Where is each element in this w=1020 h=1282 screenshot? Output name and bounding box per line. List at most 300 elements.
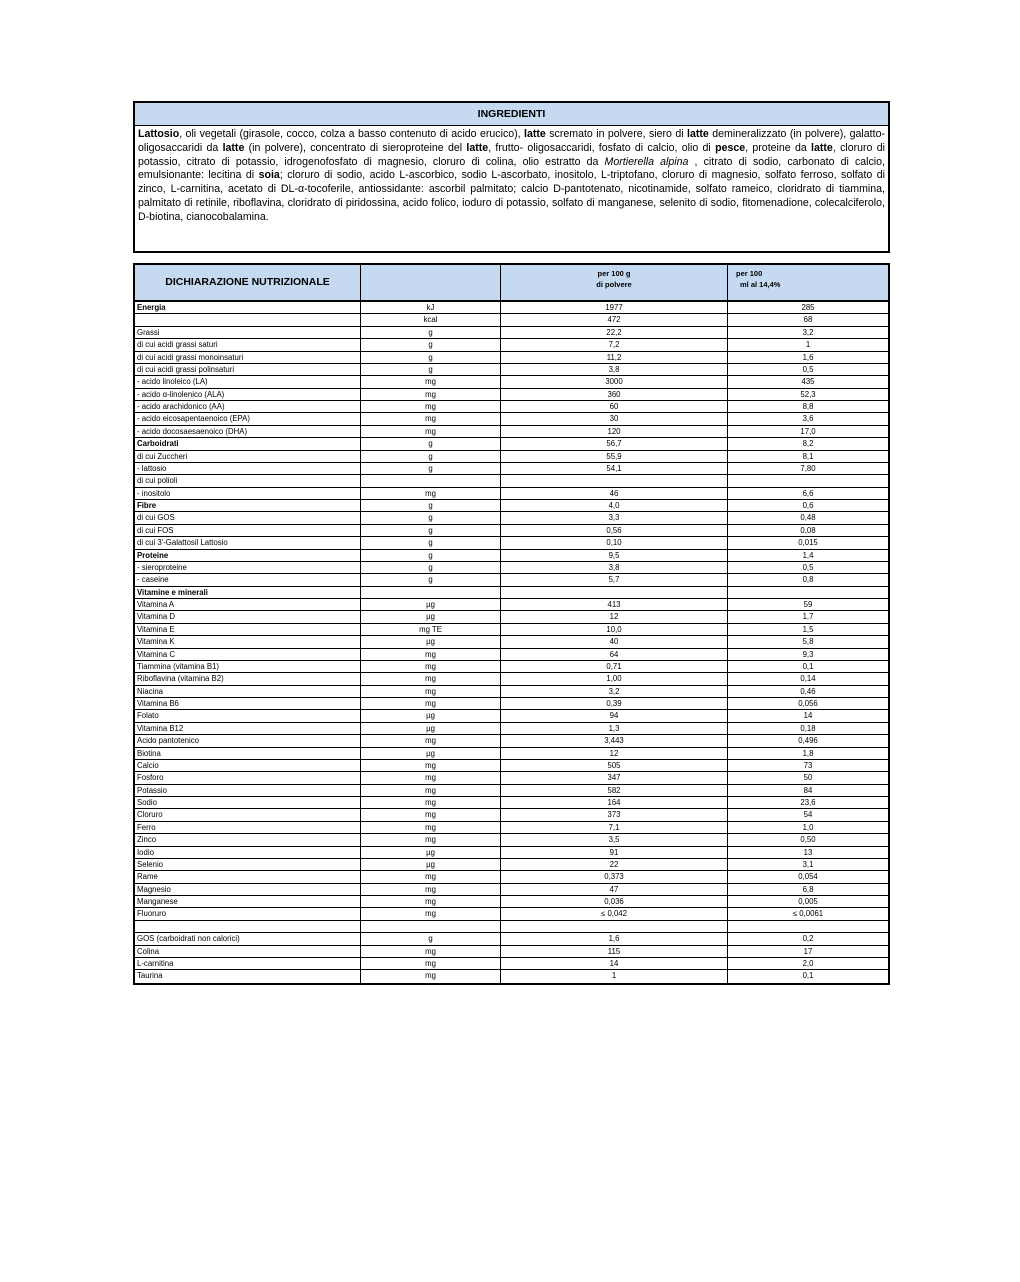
per-100g-value: 3,5 xyxy=(501,834,728,845)
unit-cell: mg xyxy=(361,649,501,660)
nutrient-name: Potassio xyxy=(135,785,361,796)
per-100g-value: 0,036 xyxy=(501,896,728,907)
per-100ml-value: 0,5 xyxy=(802,562,814,572)
nutrition-table xyxy=(133,263,890,985)
table-row xyxy=(135,822,888,834)
table-row xyxy=(135,611,888,623)
nutrient-name: Rame xyxy=(135,871,361,882)
per-100g-value: 0,373 xyxy=(501,871,728,882)
per-100g-value: 1977 xyxy=(501,302,728,313)
nutrient-name: Vitamina D xyxy=(135,611,361,622)
table-row xyxy=(135,574,888,586)
nutrient-name: Biotina xyxy=(135,748,361,759)
unit-cell: mg xyxy=(361,389,501,400)
unit-cell: g xyxy=(361,512,501,523)
nutrient-name: Proteine xyxy=(135,550,361,561)
unit-cell: g xyxy=(361,537,501,548)
nutrient-name: di cui acidi grassi monoinsaturi xyxy=(135,352,361,363)
per-100ml-value: 73 xyxy=(803,760,813,770)
table-row xyxy=(135,933,888,945)
nutrition-header xyxy=(135,265,888,302)
nutrient-name xyxy=(135,314,361,325)
nutrition-rows xyxy=(135,302,888,983)
per-100ml-value: 1,5 xyxy=(802,624,814,634)
table-row xyxy=(135,809,888,821)
table-row xyxy=(135,698,888,710)
per-100ml-value: 0,005 xyxy=(798,897,818,906)
nutrient-name: - inositolo xyxy=(135,488,361,499)
per-100g-value: 47 xyxy=(501,884,728,895)
unit-cell: mg xyxy=(361,673,501,684)
nutrient-name: di cui FOS xyxy=(135,525,361,536)
table-row xyxy=(135,859,888,871)
unit-cell: µg xyxy=(361,723,501,734)
per-100ml-value: 68 xyxy=(803,315,813,325)
per-100ml-value: 14 xyxy=(803,711,813,721)
table-row xyxy=(135,871,888,883)
nutrient-name: Vitamina E xyxy=(135,624,361,635)
ingredients-segment: (in polvere), concentrato di sieroproteine del xyxy=(244,141,467,154)
unit-cell: g xyxy=(361,451,501,462)
per-100g-value: 0,39 xyxy=(501,698,728,709)
per-100ml-value: 0,48 xyxy=(800,513,816,523)
nutrient-name: Ferro xyxy=(135,822,361,833)
per-100g-value: 373 xyxy=(501,809,728,820)
unit-cell: g xyxy=(361,327,501,338)
per-100g-value: 7,1 xyxy=(501,822,728,833)
table-row xyxy=(135,525,888,537)
ingredients-segment: latte xyxy=(687,128,709,140)
nutrient-name: Fosforo xyxy=(135,772,361,783)
per-100ml-value: 0,50 xyxy=(800,835,816,845)
per-100ml-value: 2,0 xyxy=(802,958,814,968)
nutrient-name: - acido eicosapentaenoico (EPA) xyxy=(135,413,361,424)
per-100g-value: 582 xyxy=(501,785,728,796)
table-row xyxy=(135,376,888,388)
nutrition-title: DICHIARAZIONE NUTRIZIONALE xyxy=(135,265,361,300)
table-row xyxy=(135,735,888,747)
per-100g-header xyxy=(501,265,728,300)
nutrient-name: di cui polioli xyxy=(135,475,361,486)
unit-cell: g xyxy=(361,574,501,585)
ingredients-segment: , frutto- oligosaccaridi, fosfato di calcio, olio di xyxy=(488,141,716,154)
per-100g-value: 11,2 xyxy=(501,352,728,363)
table-row xyxy=(135,661,888,673)
per-100ml-line1: per 100 xyxy=(736,269,763,278)
ingredients-segment: latte xyxy=(222,141,245,154)
per-100g-value: 0,10 xyxy=(501,537,728,548)
per-100g-value xyxy=(501,587,728,598)
nutrient-name: di cui 3'-Galattosil Lattosio xyxy=(135,537,361,548)
nutrient-name: Energia xyxy=(135,302,361,313)
unit-cell: µg xyxy=(361,847,501,858)
unit-cell: mg xyxy=(361,698,501,709)
per-100g-value: 7,2 xyxy=(501,339,728,350)
nutrient-name: - acido arachidonico (AA) xyxy=(135,401,361,412)
unit-cell xyxy=(361,475,501,486)
per-100g-value: 3,2 xyxy=(501,686,728,697)
unit-cell: mg xyxy=(361,785,501,796)
nutrient-name xyxy=(135,921,361,932)
per-100ml-value xyxy=(728,921,888,932)
table-row xyxy=(135,797,888,809)
nutrient-name: Vitamina B12 xyxy=(135,723,361,734)
unit-cell: mg xyxy=(361,970,501,982)
per-100ml-value: 3,2 xyxy=(802,327,814,337)
per-100g-value: 347 xyxy=(501,772,728,783)
per-100ml-value: 0,18 xyxy=(800,723,816,733)
per-100ml-header xyxy=(728,265,888,300)
nutrient-name: di cui acidi grassi polinsaturi xyxy=(135,364,361,375)
per-100ml-value: 9,3 xyxy=(802,649,814,659)
nutrient-name: - caseine xyxy=(135,574,361,585)
ingredients-segment: latte xyxy=(466,141,489,154)
per-100g-value: 164 xyxy=(501,797,728,808)
ingredients-segment: , oli vegetali (girasole, cocco, colza a basso contenuto di acido erucico), xyxy=(179,128,525,140)
unit-cell: mg xyxy=(361,958,501,969)
ingredients-segment: pesce xyxy=(715,141,746,154)
nutrient-name: Fibre xyxy=(135,500,361,511)
table-row xyxy=(135,475,888,487)
per-100g-value: 46 xyxy=(501,488,728,499)
per-100g-value: 9,5 xyxy=(501,550,728,561)
nutrient-name: Magnesio xyxy=(135,884,361,895)
nutrient-name: Calcio xyxy=(135,760,361,771)
per-100g-value: 3000 xyxy=(501,376,728,387)
per-100ml-value: 7,80 xyxy=(800,463,816,473)
nutrient-name: Carboidrati xyxy=(135,438,361,449)
per-100ml-value: 0,08 xyxy=(800,525,816,535)
unit-cell: kcal xyxy=(361,314,501,325)
unit-cell: µg xyxy=(361,611,501,622)
per-100g-value: 60 xyxy=(501,401,728,412)
ingredients-title: INGREDIENTI xyxy=(135,103,888,126)
table-row xyxy=(135,673,888,685)
per-100g-value: 30 xyxy=(501,413,728,424)
nutrient-name: Colina xyxy=(135,946,361,957)
per-100ml-value: 1,8 xyxy=(802,748,814,758)
nutrient-name: Iodio xyxy=(135,847,361,858)
per-100g-value: 12 xyxy=(501,611,728,622)
per-100ml-value: 6,6 xyxy=(802,488,814,498)
unit-cell: g xyxy=(361,562,501,573)
table-row xyxy=(135,413,888,425)
table-row xyxy=(135,908,888,920)
table-row xyxy=(135,352,888,364)
per-100g-value: 94 xyxy=(501,710,728,721)
unit-cell xyxy=(361,921,501,932)
per-100ml-value: 0,46 xyxy=(800,686,816,696)
nutrient-name: - acido linoleico (LA) xyxy=(135,376,361,387)
nutrient-name: Zinco xyxy=(135,834,361,845)
per-100ml-value: 6,8 xyxy=(802,884,814,894)
ingredients-segment: scremato in polvere, siero di xyxy=(545,128,688,140)
table-row xyxy=(135,327,888,339)
per-100g-value: 22 xyxy=(501,859,728,870)
ingredients-segment: ; cloruro di sodio, acido L-ascorbico, sodio L-ascorbato, inositolo, L-triptofano, cloruro di magnesio, solfato ferroso, solfato di zinco, L-carnitina, acetato di DL-α-tocoferile, antiossidante: ascorbil palmitato; calcio D-pantotenato, nicotinamide, solfato rameico, cloridrato di tiammina, palmitato di retinile, riboflavina, cloridrato di piridossina, acido folico, ioduro di potassio, solfato di manganese, selenito di sodio, fitomenadione, colecalciferolo, D-biotina, cianocobalamina. xyxy=(138,169,885,223)
unit-cell: mg xyxy=(361,896,501,907)
per-100g-value: 5,7 xyxy=(501,574,728,585)
per-100ml-value: 0,6 xyxy=(802,501,814,510)
unit-cell: g xyxy=(361,463,501,474)
table-row xyxy=(135,970,888,982)
nutrient-name: Folato xyxy=(135,710,361,721)
table-row xyxy=(135,488,888,500)
unit-cell: mg xyxy=(361,809,501,820)
per-100g-value: 3,443 xyxy=(501,735,728,746)
table-row xyxy=(135,401,888,413)
per-100g-value xyxy=(501,475,728,486)
unit-cell: mg xyxy=(361,426,501,437)
table-row xyxy=(135,649,888,661)
table-row xyxy=(135,587,888,599)
nutrient-name: Selenio xyxy=(135,859,361,870)
per-100g-value: 3,8 xyxy=(501,364,728,375)
per-100ml-value: 285 xyxy=(801,303,815,312)
table-row xyxy=(135,314,888,326)
ingredients-box xyxy=(133,101,890,253)
unit-cell: mg TE xyxy=(361,624,501,635)
unit-cell: µg xyxy=(361,636,501,647)
unit-cell: µg xyxy=(361,599,501,610)
unit-cell: mg xyxy=(361,946,501,957)
per-100ml-value: 0,056 xyxy=(798,699,818,708)
per-100ml-value: 1,6 xyxy=(802,352,814,362)
per-100ml-value: 5,8 xyxy=(802,637,814,647)
unit-cell xyxy=(361,587,501,598)
table-row xyxy=(135,339,888,351)
per-100ml-value: 3,6 xyxy=(802,414,814,424)
per-100ml-value: 84 xyxy=(803,785,813,795)
unit-cell: mg xyxy=(361,760,501,771)
unit-cell: g xyxy=(361,525,501,536)
nutrient-name: Cloruro xyxy=(135,809,361,820)
unit-cell: mg xyxy=(361,822,501,833)
unit-header xyxy=(361,265,501,300)
per-100ml-value: 1,0 xyxy=(802,822,814,832)
table-row xyxy=(135,451,888,463)
per-100ml-value: 0,1 xyxy=(802,661,814,671)
table-row xyxy=(135,772,888,784)
table-row xyxy=(135,389,888,401)
table-row xyxy=(135,537,888,549)
per-100g-value: 3,8 xyxy=(501,562,728,573)
per-100ml-value: ≤ 0,0061 xyxy=(792,909,824,919)
unit-cell: g xyxy=(361,500,501,511)
nutrient-name: Grassi xyxy=(135,327,361,338)
table-row xyxy=(135,562,888,574)
table-row xyxy=(135,426,888,438)
per-100ml-value: 8,1 xyxy=(802,451,814,461)
per-100ml-value: 23,6 xyxy=(800,798,816,807)
per-100ml-line2: ml al 14,4% xyxy=(740,280,781,289)
per-100g-value: 55,9 xyxy=(501,451,728,462)
unit-cell: mg xyxy=(361,908,501,919)
per-100g-value: 22,2 xyxy=(501,327,728,338)
nutrient-name: Acido pantotenico xyxy=(135,735,361,746)
per-100ml-value: 8,2 xyxy=(802,439,814,449)
ingredients-segment: Lattosio xyxy=(138,128,180,140)
per-100g-value: 91 xyxy=(501,847,728,858)
ingredients-segment: latte xyxy=(524,128,546,140)
per-100g-value: 54,1 xyxy=(501,463,728,474)
per-100ml-value: 435 xyxy=(801,377,815,387)
ingredients-segment: latte xyxy=(811,141,833,154)
nutrient-name: di cui GOS xyxy=(135,512,361,523)
table-row xyxy=(135,636,888,648)
ingredients-text xyxy=(135,126,888,227)
per-100ml-value: 0,14 xyxy=(800,674,816,684)
per-100g-value xyxy=(501,921,728,932)
nutrient-name: Tiammina (vitamina B1) xyxy=(135,661,361,672)
ingredients-segment: Mortierella alpina xyxy=(604,155,689,168)
table-row xyxy=(135,686,888,698)
nutrient-name: - sieroproteine xyxy=(135,562,361,573)
table-row xyxy=(135,723,888,735)
per-100g-value: 1 xyxy=(501,970,728,982)
per-100ml-value: 17,0 xyxy=(800,426,816,436)
per-100g-value: 12 xyxy=(501,748,728,759)
table-row xyxy=(135,624,888,636)
nutrient-name: L-carnitina xyxy=(135,958,361,969)
table-row xyxy=(135,364,888,376)
unit-cell: mg xyxy=(361,884,501,895)
nutrient-name: Vitamina K xyxy=(135,636,361,647)
unit-cell: g xyxy=(361,339,501,350)
table-row xyxy=(135,710,888,722)
unit-cell: mg xyxy=(361,488,501,499)
table-row xyxy=(135,896,888,908)
per-100ml-value: 1,4 xyxy=(802,550,814,560)
nutrient-name: Taurina xyxy=(135,970,361,982)
per-100g-value: 3,3 xyxy=(501,512,728,523)
ingredients-segment: , citrato di sodio, carbonato di calcio, emulsionante: lecitina di xyxy=(138,155,885,182)
ingredients-segment: , cloruro di potassio, citrato di potassio, idrogenofosfato di magnesio, cloruro di colina, olio estratto da xyxy=(138,141,885,168)
per-100g-value: 4,0 xyxy=(501,500,728,511)
per-100g-value: 14 xyxy=(501,958,728,969)
per-100ml-value: 0,015 xyxy=(798,538,818,548)
nutrient-name: Vitamina C xyxy=(135,649,361,660)
unit-cell: g xyxy=(361,933,501,944)
unit-cell: g xyxy=(361,364,501,375)
per-100g-value: 40 xyxy=(501,636,728,647)
per-100g-value: 56,7 xyxy=(501,438,728,449)
table-row xyxy=(135,921,888,933)
nutrient-name: Vitamina A xyxy=(135,599,361,610)
table-row xyxy=(135,946,888,958)
table-row xyxy=(135,512,888,524)
nutrient-name: - lattosio xyxy=(135,463,361,474)
nutrient-name: Fluoruro xyxy=(135,908,361,919)
per-100g-line2: di polvere xyxy=(596,280,632,289)
unit-cell: mg xyxy=(361,797,501,808)
table-row xyxy=(135,748,888,760)
unit-cell: g xyxy=(361,438,501,449)
per-100g-line1: per 100 g xyxy=(597,269,631,278)
per-100ml-value: 54 xyxy=(803,810,813,820)
table-row xyxy=(135,958,888,970)
per-100ml-value: 52,3 xyxy=(800,389,816,399)
unit-cell: mg xyxy=(361,772,501,783)
nutrient-name: di cui acidi grassi saturi xyxy=(135,339,361,350)
nutrient-name: Vitamina B6 xyxy=(135,698,361,709)
per-100ml-value: 17 xyxy=(803,946,813,956)
per-100ml-value: 0,2 xyxy=(802,934,814,944)
per-100g-value: 115 xyxy=(501,946,728,957)
unit-cell: mg xyxy=(361,401,501,412)
unit-cell: kJ xyxy=(361,302,501,313)
table-row xyxy=(135,463,888,475)
table-row xyxy=(135,550,888,562)
nutrient-name: - acido docosaesaenoico (DHA) xyxy=(135,426,361,437)
ingredients-segment: demineralizzato (in polvere), galatto-oligosaccaridi da xyxy=(138,128,885,154)
unit-cell: mg xyxy=(361,686,501,697)
per-100g-value: 0,56 xyxy=(501,525,728,536)
per-100g-value: 360 xyxy=(501,389,728,400)
per-100ml-value: 1 xyxy=(805,340,811,350)
ingredients-segment: soia xyxy=(258,169,280,182)
unit-cell: mg xyxy=(361,871,501,882)
nutrient-name: Niacina xyxy=(135,686,361,697)
per-100ml-value: 0,5 xyxy=(802,364,814,374)
unit-cell: µg xyxy=(361,710,501,721)
per-100ml-value: 13 xyxy=(803,847,813,857)
nutrient-name: - acido α-linolenico (ALA) xyxy=(135,389,361,400)
per-100g-value: 1,6 xyxy=(501,933,728,944)
table-row xyxy=(135,760,888,772)
per-100ml-value xyxy=(728,475,888,486)
per-100g-value: 10,0 xyxy=(501,624,728,635)
unit-cell: g xyxy=(361,352,501,363)
unit-cell: mg xyxy=(361,661,501,672)
ingredients-segment: , proteine da xyxy=(745,141,812,154)
table-row xyxy=(135,500,888,512)
per-100g-value: 472 xyxy=(501,314,728,325)
unit-cell: mg xyxy=(361,834,501,845)
per-100ml-value: 0,1 xyxy=(802,971,814,981)
per-100g-value: 64 xyxy=(501,649,728,660)
table-row xyxy=(135,834,888,846)
unit-cell: mg xyxy=(361,735,501,746)
unit-cell: g xyxy=(361,550,501,561)
per-100ml-value: 0,8 xyxy=(802,575,814,585)
nutrient-name: Riboflavina (vitamina B2) xyxy=(135,673,361,684)
table-row xyxy=(135,438,888,450)
per-100g-value: 505 xyxy=(501,760,728,771)
per-100ml-value xyxy=(728,587,888,598)
per-100ml-value: 0,496 xyxy=(798,736,818,746)
per-100g-value: 1,00 xyxy=(501,673,728,684)
per-100ml-value: 1,7 xyxy=(802,612,814,622)
table-row xyxy=(135,785,888,797)
unit-cell: µg xyxy=(361,859,501,870)
nutrient-name: di cui Zuccheri xyxy=(135,451,361,462)
per-100ml-value: 8,8 xyxy=(802,402,814,411)
table-row xyxy=(135,884,888,896)
per-100g-value: 413 xyxy=(501,599,728,610)
per-100g-value: 0,71 xyxy=(501,661,728,672)
nutrient-name: GOS (carboidrati non calorici) xyxy=(135,933,361,944)
table-row xyxy=(135,599,888,611)
per-100g-value: 1,3 xyxy=(501,723,728,734)
per-100ml-value: 59 xyxy=(803,600,813,609)
unit-cell: mg xyxy=(361,376,501,387)
table-row xyxy=(135,847,888,859)
nutrient-name: Manganese xyxy=(135,896,361,907)
per-100ml-value: 3,1 xyxy=(802,859,814,869)
per-100g-value: ≤ 0,042 xyxy=(501,908,728,919)
table-row xyxy=(135,302,888,314)
